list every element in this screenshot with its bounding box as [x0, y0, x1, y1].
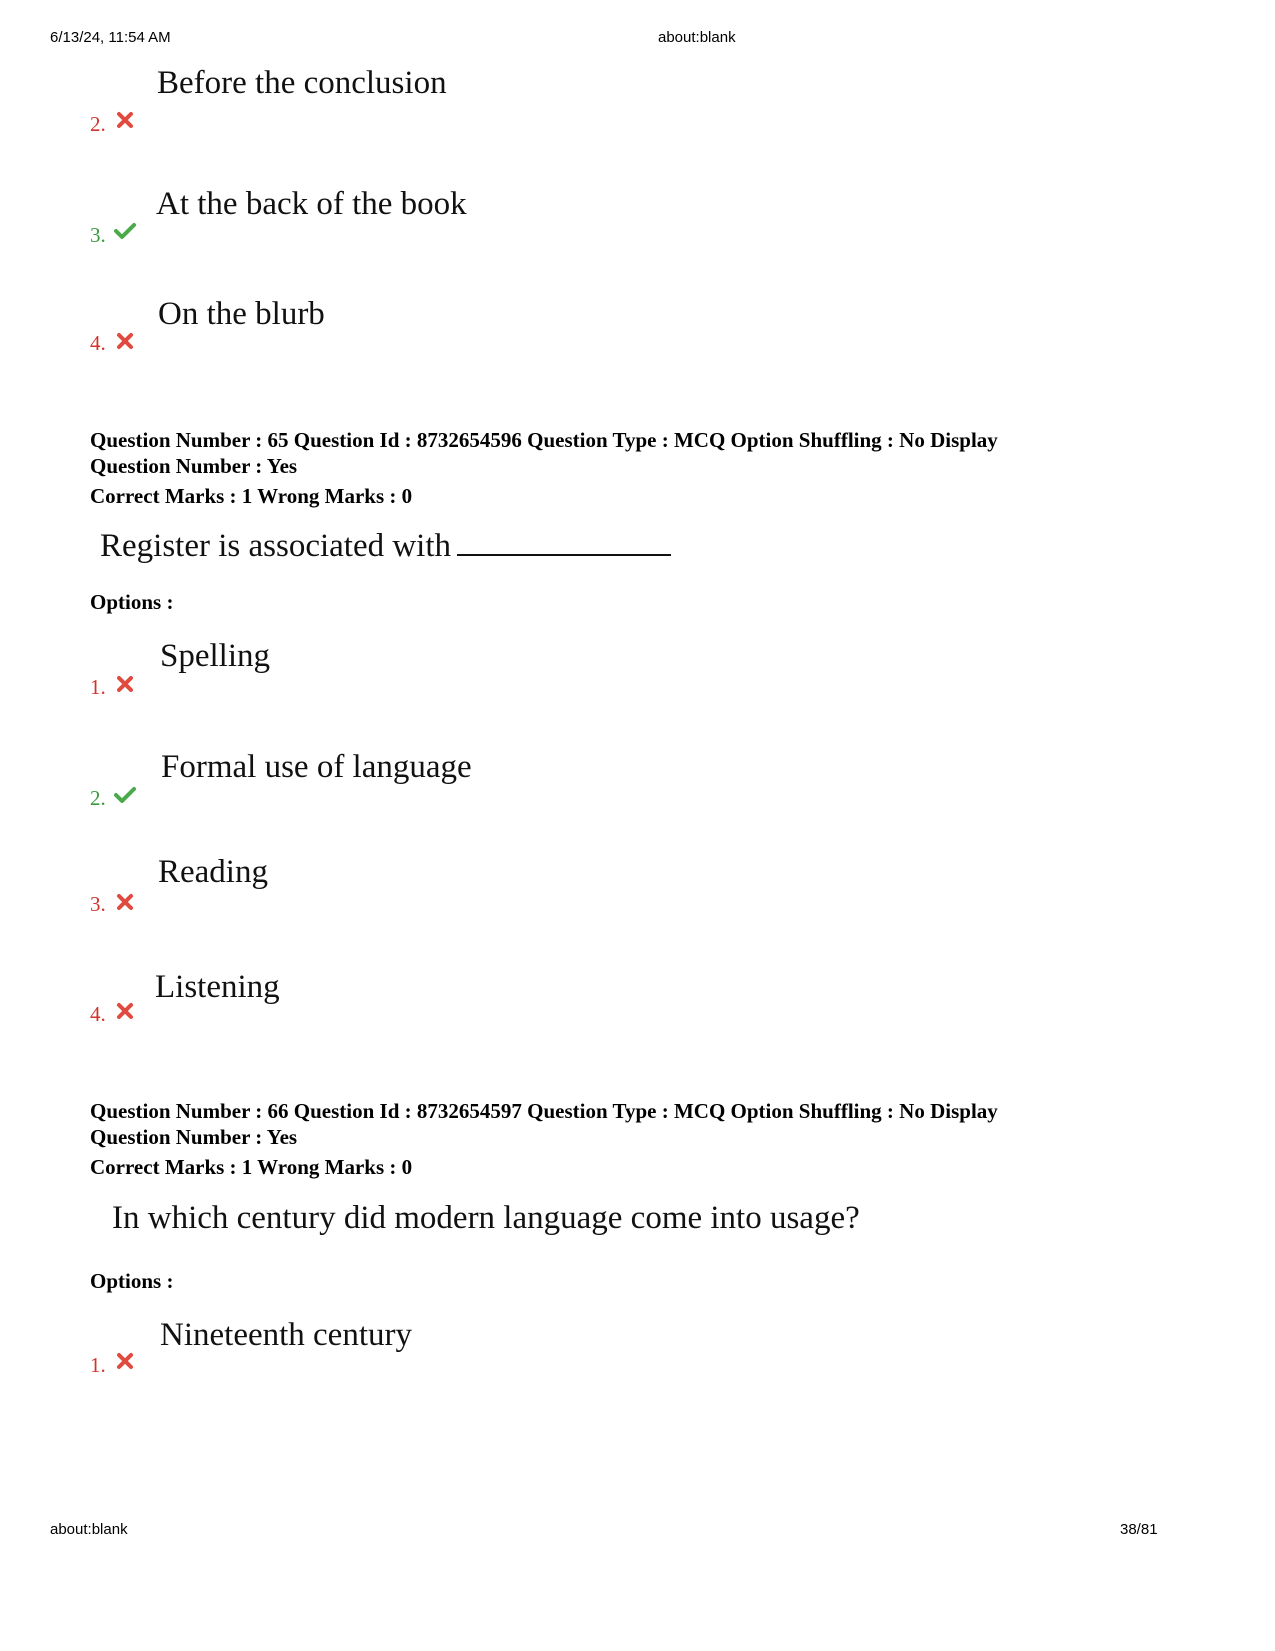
cross-icon — [116, 675, 134, 693]
print-footer-url: about:blank — [50, 1521, 128, 1538]
option-text: Listening — [155, 969, 280, 1005]
option-number: 2. — [90, 112, 106, 136]
option-number: 1. — [90, 675, 106, 699]
q66-meta-line2: Question Number : Yes — [90, 1125, 298, 1149]
q65-question-text — [100, 524, 671, 565]
cross-icon — [116, 1002, 134, 1020]
option-text: Formal use of language — [161, 749, 472, 785]
q65-options-label: Options : — [90, 590, 174, 614]
check-icon — [114, 786, 136, 804]
cross-icon — [116, 332, 134, 350]
option-text: Before the conclusion — [157, 65, 447, 101]
q65-marks: Correct Marks : 1 Wrong Marks : 0 — [90, 484, 413, 508]
option-number: 4. — [90, 1002, 106, 1026]
q66-options-label: Options : — [90, 1269, 174, 1293]
option-text: Reading — [158, 854, 268, 890]
cross-icon — [116, 1352, 134, 1370]
option-text: On the blurb — [158, 296, 325, 332]
cross-icon — [116, 893, 134, 911]
option-number: 1. — [90, 1353, 106, 1377]
option-number: 2. — [90, 786, 106, 810]
option-number: 3. — [90, 223, 106, 247]
option-text: Spelling — [160, 638, 271, 674]
print-page-title: about:blank — [658, 29, 736, 46]
cross-icon — [116, 111, 134, 129]
answer-blank — [457, 524, 671, 556]
option-text: At the back of the book — [156, 186, 467, 222]
q66-marks: Correct Marks : 1 Wrong Marks : 0 — [90, 1155, 413, 1179]
option-text: Nineteenth century — [160, 1317, 412, 1353]
q66-question-text: In which century did modern language come into usage? — [112, 1200, 860, 1236]
option-number: 3. — [90, 892, 106, 916]
q65-meta-line2: Question Number : Yes — [90, 454, 298, 478]
option-number: 4. — [90, 331, 106, 355]
page-number: 38/81 — [1120, 1521, 1158, 1538]
q65-meta-line1: Question Number : 65 Question Id : 8732654596 Question Type : MCQ Option Shuffling : No Display — [90, 428, 998, 452]
print-datetime: 6/13/24, 11:54 AM — [50, 29, 171, 46]
q66-meta-line1: Question Number : 66 Question Id : 8732654597 Question Type : MCQ Option Shuffling : No Display — [90, 1099, 998, 1123]
question-text: Register is associated with — [100, 528, 452, 564]
check-icon — [114, 222, 136, 240]
